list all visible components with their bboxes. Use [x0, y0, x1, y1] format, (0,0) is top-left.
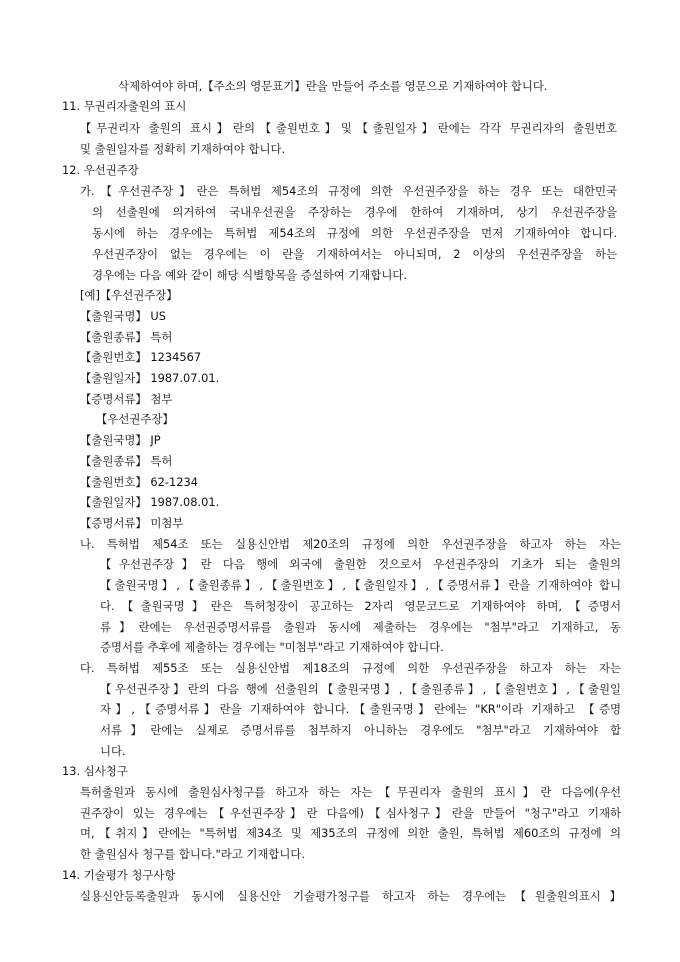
section-13-line: 한 출원심사 청구를 합니다."라고 기재합니다. [80, 847, 306, 861]
section-11-line: 및 출원일자를 정확히 기재하여야 합니다. [80, 142, 286, 156]
section-12-da-line: 니다. [100, 744, 126, 758]
section-13-line: 특허출원과 동시에 출원심사청구를 하고자 하는 자는【무권리자 출원의 표시】란 다음에(우선 [80, 785, 621, 799]
section-12-da-line: 서류】란에는 실제로 증명서류를 첨부하지 아니하는 경우에도 "첨부"라고 기재하여야 합 [100, 723, 621, 737]
section-13-heading: 13. 심사청구 [62, 764, 128, 778]
example-line: 【우선권주장】 [96, 412, 174, 426]
section-13-line: 권주장이 있는 경우에는【우선권주장】란 다음에)【심사청구】란을 만들어 "청구"라고 기재하 [80, 806, 621, 820]
section-14-heading: 14. 기술평가 청구사항 [62, 868, 176, 882]
section-12-ga-line: 의 선출원에 의거하여 국내우선권을 주장하는 경우에 한하여 기재하며, 상기 우선권주장을 [92, 205, 617, 219]
section-12-da-line: 자】,【증명서류】란을 기재하여야 합니다.【출원국명】란에는 "KR"이라 기재하고 【증명 [100, 702, 621, 716]
example-line: 【출원종류】 특허 [80, 454, 173, 468]
section-12-na-line: 다.【출원국명】란은 특허청장이 공고하는 2자리 영문코드로 기재하여야 하며,【증명서 [100, 599, 621, 613]
example-line: 【출원종류】 특허 [80, 330, 173, 344]
example-line: 【출원번호】 62-1234 [80, 475, 199, 489]
example-line: 【출원국명】 JP [80, 433, 161, 447]
example-line: 【증명서류】 첨부 [80, 392, 173, 406]
example-line: [예]【우선권주장】 [80, 288, 178, 302]
example-line: 【출원일자】 1987.08.01. [80, 495, 220, 509]
section-12-ga-line: 경우에는 다음 예와 같이 해당 식별항목을 증설하여 기재합니다. [92, 268, 408, 282]
section-12-ga-line: 우선권주장이 없는 경우에는 이 란을 기재하여서는 아니되며, 2 이상의 우선권주장을 하는 [92, 247, 617, 261]
section-12-da-line: 다. 특허법 제55조 또는 실용신안법 제18조의 규정에 의한 우선권주장을 하고자 하는 자는 [80, 661, 621, 675]
intro-tail-line: 삭제하여야 하며,【주소의 영문표기】란을 만들어 주소를 영문으로 기재하여야 합니다. [118, 79, 548, 93]
section-12-na-line: 【출원국명】,【출원종류】,【출원번호】,【출원일자】,【증명서류】란을 기재하여야 합니 [100, 578, 621, 592]
section-12-heading: 12. 우선권주장 [62, 163, 139, 177]
example-line: 【출원번호】 1234567 [80, 350, 202, 364]
example-line: 【증명서류】 미첨부 [80, 516, 184, 530]
section-12-da-line: 【우선권주장】란의 다음 행에 선출원의【출원국명】,【출원종류】,【출원번호】,【출원일 [100, 682, 621, 696]
section-11-line: 【무권리자 출원의 표시】란의【출원번호】및【출원일자】란에는 각각 무권리자의 출원번호 [80, 121, 617, 135]
section-12-na-line: 증명서를 추후에 제출하는 경우에는 "미첨부"라고 기재하여야 합니다. [100, 640, 444, 654]
section-12-ga-line: 가.【우선권주장】란은 특허법 제54조의 규정에 의한 우선권주장을 하는 경우 또는 대한민국 [80, 184, 617, 198]
section-12-na-line: 【우선권주장】란 다음 행에 외국에 출원한 것으로서 우선권주장의 기초가 되는 출원의 [100, 557, 621, 571]
example-line: 【출원국명】 US [80, 309, 166, 323]
section-13-line: 며,【취지】란에는 "특허법 제34조 및 제35조의 규정에 의한 출원, 특허법 제60조의 규정에 의 [80, 826, 621, 840]
section-11-heading: 11. 무권리자출원의 표시 [62, 99, 187, 113]
section-14-line: 실용신안등록출원과 동시에 실용신안 기술평가청구를 하고자 하는 경우에는【원출원의표시】 [80, 889, 621, 903]
section-12-ga-line: 동시에 하는 경우에는 특허법 제54조의 규정에 의한 우선권주장을 먼저 기재하여야 합니다. [92, 226, 617, 240]
section-12-na-line: 나. 특허법 제54조 또는 실용신안법 제20조의 규정에 의한 우선권주장을 하고자 하는 자는 [80, 537, 621, 551]
section-12-na-line: 류】란에는 우선권증명서류를 출원과 동시에 제출하는 경우에는 "첨부"라고 기재하고, 동 [100, 620, 621, 634]
example-line: 【출원일자】 1987.07.01. [80, 371, 220, 385]
